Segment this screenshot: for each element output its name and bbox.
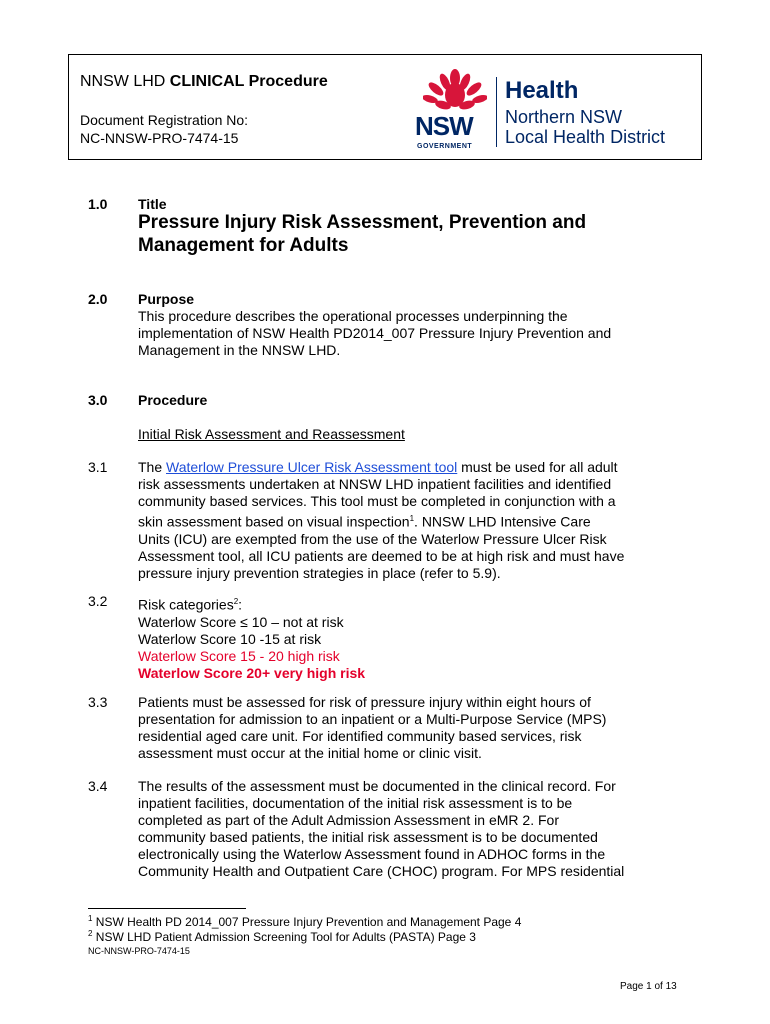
district-line-2: Local Health District xyxy=(505,127,666,147)
subheading-initial-risk: Initial Risk Assessment and Reassessment xyxy=(138,426,405,442)
risk-category-very-high: Waterlow Score 20+ very high risk xyxy=(138,664,366,681)
purpose-section xyxy=(138,291,698,359)
clause-line: The results of the assessment must be documented in the clinical record. For xyxy=(138,778,616,794)
clause-line: pressure injury prevention strategies in place (refer to 5.9). xyxy=(138,564,501,581)
district-name xyxy=(505,107,665,147)
footnote-marker: 1 xyxy=(88,914,93,923)
risk-categories-label xyxy=(138,593,698,614)
health-wordmark: Health xyxy=(505,77,579,104)
document-header xyxy=(68,54,702,160)
clause-line: Assessment tool, all ICU patients are deemed to be at high risk and must have xyxy=(138,547,625,564)
clause-number-3-4: 3.4 xyxy=(88,778,108,794)
clause-text: . NNSW LHD Intensive Care xyxy=(414,513,591,530)
clause-text: must be used for all adult xyxy=(457,459,618,475)
clause-line: Community Health and Outpatient Care (CHOC) program. For MPS residential xyxy=(138,863,625,879)
clause-3-3 xyxy=(138,694,698,762)
footnote-ref-2[interactable]: 2 xyxy=(233,597,239,606)
clause-text: : xyxy=(238,596,243,613)
section-label-purpose: Purpose xyxy=(138,291,195,307)
footnote-marker: 2 xyxy=(88,929,93,938)
clause-line: presentation for admission to an inpatient or a Multi-Purpose Service (MPS) xyxy=(138,711,607,727)
header-title-prefix: NNSW LHD xyxy=(80,73,170,90)
footer-document-code: NC-NNSW-PRO-7474-15 xyxy=(88,946,190,956)
registration-number: NC-NNSW-PRO-7474-15 xyxy=(80,130,239,146)
clause-line: Units (ICU) are exempted from the use of the Waterlow Pressure Ulcer Risk xyxy=(138,530,607,547)
section-label-title: Title xyxy=(138,196,167,212)
clause-line: Patients must be assessed for risk of pressure injury within eight hours of xyxy=(138,694,591,710)
footnote-divider xyxy=(88,908,246,909)
purpose-line: This procedure describes the operational processes underpinning the xyxy=(138,308,568,324)
clause-3-2 xyxy=(138,593,698,682)
logo-divider xyxy=(496,77,497,147)
header-title-bold: CLINICAL Procedure xyxy=(169,73,328,90)
clause-number-3-1: 3.1 xyxy=(88,459,108,475)
document-title-line-2: Management for Adults xyxy=(138,235,349,256)
clause-line: electronically using the Waterlow Assessment found in ADHOC forms in the xyxy=(138,846,606,862)
registration-block xyxy=(80,111,248,147)
header-title xyxy=(80,73,328,91)
clause-line: risk assessments undertaken at NNSW LHD inpatient facilities and identified xyxy=(138,476,612,492)
footnote-1 xyxy=(88,914,521,929)
clause-line: assessment must occur at the initial home or clinic visit. xyxy=(138,745,482,761)
clause-number-3-3: 3.3 xyxy=(88,694,108,710)
clause-3-1 xyxy=(138,459,698,582)
nsw-health-logo xyxy=(415,69,695,149)
section-number-procedure: 3.0 xyxy=(88,392,108,408)
section-label-procedure: Procedure xyxy=(138,392,208,408)
footnote-text: NSW LHD Patient Admission Screening Tool for Adults (PASTA) Page 3 xyxy=(92,930,476,944)
purpose-line: implementation of NSW Health PD2014_007 Pressure Injury Prevention and xyxy=(138,325,612,341)
government-wordmark: GOVERNMENT xyxy=(417,143,473,150)
risk-category-not-at-risk: Waterlow Score ≤ 10 – not at risk xyxy=(138,613,344,630)
clause-line: inpatient facilities, documentation of the initial risk assessment is to be xyxy=(138,795,573,811)
registration-label: Document Registration No: xyxy=(80,112,249,128)
clause-line: completed as part of the Adult Admission Assessment in eMR 2. For xyxy=(138,812,559,828)
clause-3-4 xyxy=(138,778,698,880)
clause-3-1-line-1 xyxy=(138,459,698,476)
risk-category-high: Waterlow Score 15 - 20 high risk xyxy=(138,647,340,664)
purpose-line: Management in the NNSW LHD. xyxy=(138,342,341,358)
footnote-ref-1[interactable]: 1 xyxy=(409,514,415,523)
nsw-wordmark: NSW xyxy=(415,111,473,141)
section-number-purpose: 2.0 xyxy=(88,291,108,307)
risk-category-at-risk: Waterlow Score 10 -15 at risk xyxy=(138,630,322,647)
section-number-title: 1.0 xyxy=(88,196,108,212)
clause-text: Risk categories xyxy=(138,596,234,613)
clause-number-3-2: 3.2 xyxy=(88,593,108,609)
waratah-icon xyxy=(423,69,487,113)
clause-3-1-line-4 xyxy=(138,510,698,531)
clause-line: residential aged care unit. For identified community based services, risk xyxy=(138,728,582,744)
clause-line: community based patients, the initial risk assessment is to be documented xyxy=(138,829,598,845)
document-title-line-1: Pressure Injury Risk Assessment, Prevention and xyxy=(138,212,587,233)
document-title xyxy=(138,211,698,257)
page-number: Page 1 of 13 xyxy=(620,981,677,992)
district-line-1: Northern NSW xyxy=(505,107,623,127)
clause-text: The xyxy=(138,459,167,475)
clause-line: community based services. This tool must be completed in conjunction with a xyxy=(138,493,616,509)
clause-text: skin assessment based on visual inspection xyxy=(138,513,410,530)
waterlow-tool-link[interactable]: Waterlow Pressure Ulcer Risk Assessment tool xyxy=(166,459,458,475)
footnote-text: NSW Health PD 2014_007 Pressure Injury Prevention and Management Page 4 xyxy=(92,915,522,929)
footnote-2 xyxy=(88,929,476,944)
